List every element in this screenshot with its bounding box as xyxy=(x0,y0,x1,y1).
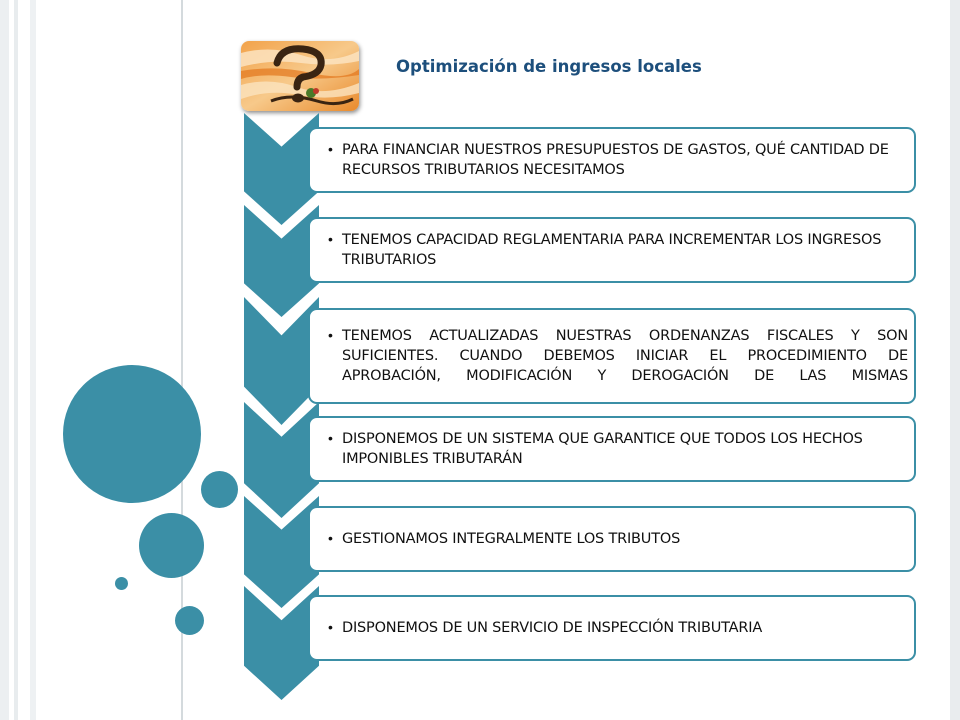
list-item-text: TENEMOS ACTUALIZADAS NUESTRAS ORDENANZAS FISCALES Y SON SUFICIENTES. CUANDO DEBEMOS INICIAR EL PROCEDIMIENTO DE APROBACIÓN, MODIFICACIÓN Y DEROGACIÓN DE LAS MISMAS xyxy=(342,328,908,384)
bullet-icon: • xyxy=(328,231,333,247)
bullet-icon: • xyxy=(328,141,333,157)
slide-title: Optimización de ingresos locales xyxy=(396,57,702,76)
bullet-icon: • xyxy=(328,619,333,635)
list-item-text: DISPONEMOS DE UN SISTEMA QUE GARANTICE QUE TODOS LOS HECHOS IMPONIBLES TRIBUTARÁN xyxy=(342,431,863,467)
decorative-band xyxy=(0,0,9,720)
bullet-icon: • xyxy=(328,327,333,343)
list-item-text: PARA FINANCIAR NUESTROS PRESUPUESTOS DE GASTOS, QUÉ CANTIDAD DE RECURSOS TRIBUTARIOS NECESITAMOS xyxy=(342,142,889,178)
decorative-circle xyxy=(139,513,204,578)
decorative-band xyxy=(14,0,18,720)
list-item-text: DISPONEMOS DE UN SERVICIO DE INSPECCIÓN TRIBUTARIA xyxy=(342,620,763,636)
decorative-circle xyxy=(115,577,128,590)
decorative-band xyxy=(30,0,36,720)
list-item xyxy=(308,506,916,572)
list-item xyxy=(308,127,916,193)
decorative-band xyxy=(950,0,960,720)
decorative-circle xyxy=(201,471,238,508)
list-item-text: TENEMOS CAPACIDAD REGLAMENTARIA PARA INCREMENTAR LOS INGRESOS TRIBUTARIOS xyxy=(342,232,882,268)
list-item xyxy=(308,595,916,661)
list-item xyxy=(308,416,916,482)
list-item xyxy=(308,217,916,283)
decorative-circle xyxy=(175,606,204,635)
decorative-circle xyxy=(63,365,201,503)
bullet-icon: • xyxy=(328,430,333,446)
list-item xyxy=(308,308,916,404)
question-mark-artwork-icon xyxy=(241,41,359,111)
list-item-text: GESTIONAMOS INTEGRALMENTE LOS TRIBUTOS xyxy=(342,531,681,547)
bullet-icon: • xyxy=(328,530,333,546)
